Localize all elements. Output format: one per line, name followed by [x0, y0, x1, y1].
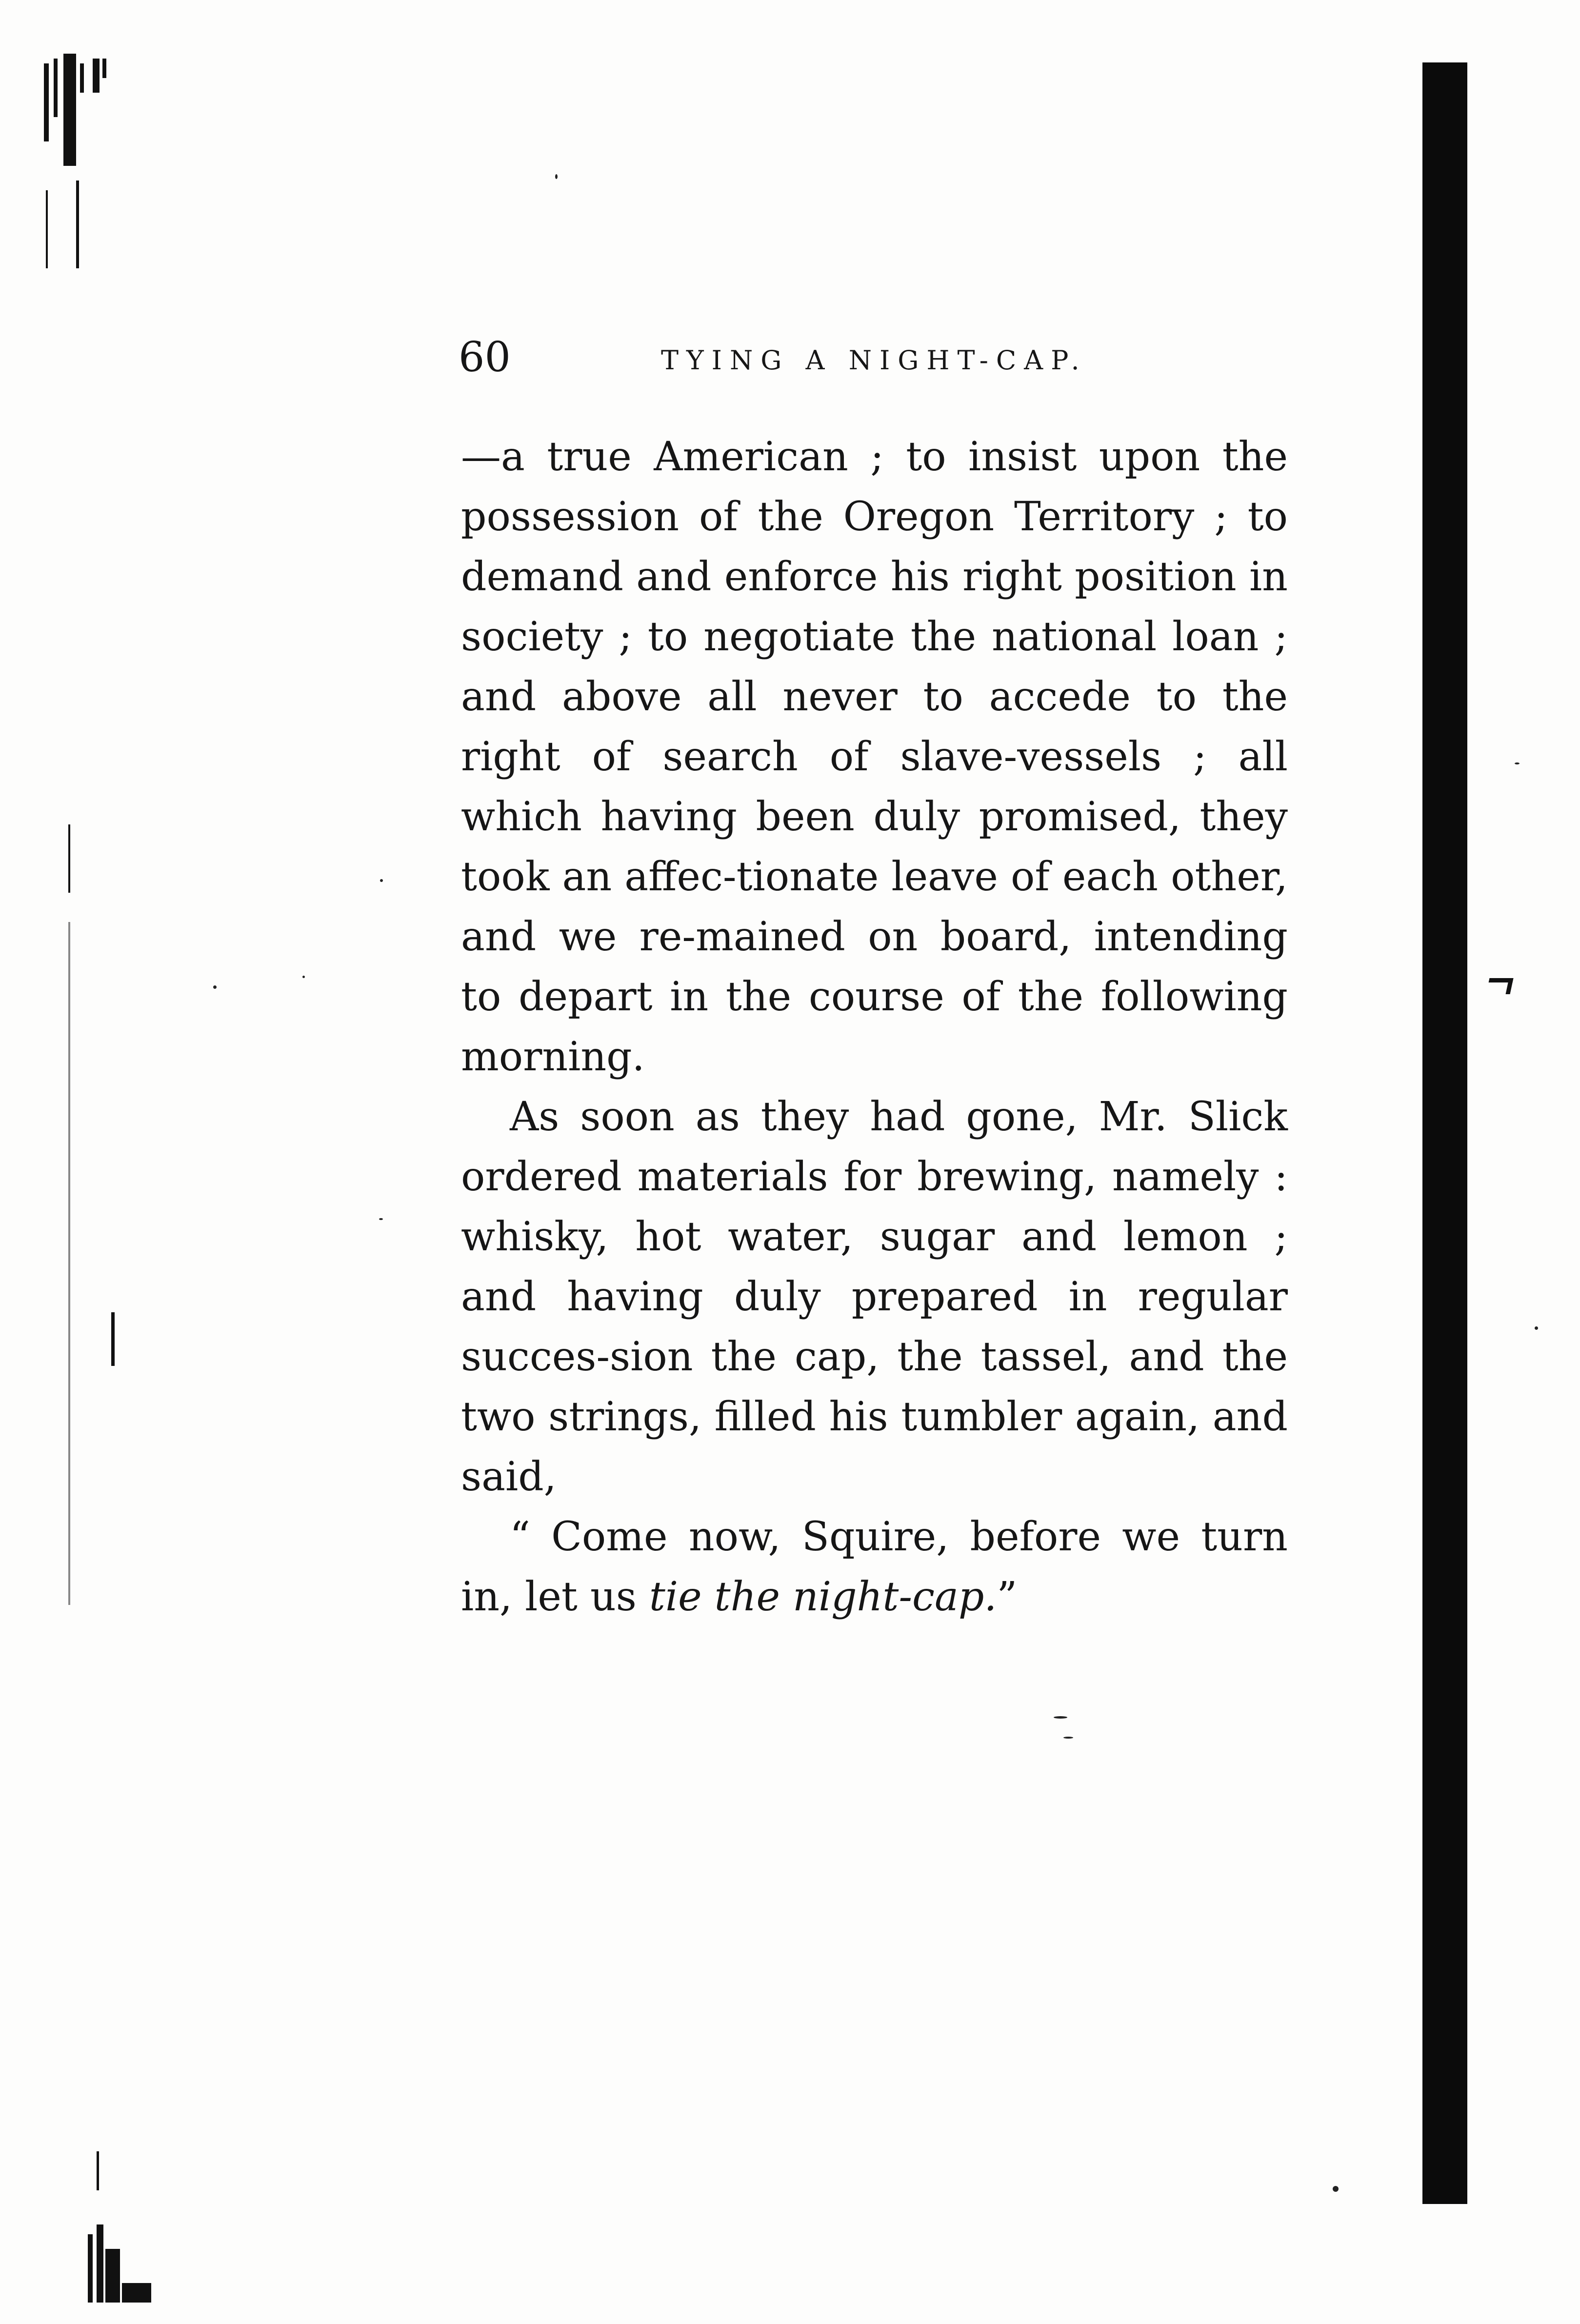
paragraph-1: —a true American ; to insist upon the possession of the Oregon Territory ; to demand and enforce his right position in society ; to negotiate the national loan ; and above all never to accede to the right of search of slave-vessels ; all which having been duly promised, they took an affec-tionate leave of each other, and we re-mained on board, intending to depart in the course of the following morning.	[461, 434, 1288, 1080]
paragraph-2: As soon as they had gone, Mr. Slick ordered materials for brewing, namely : whisky, hot water, sugar and lemon ; and having duly prepared in regular succes-sion the cap, the tassel, and the two strings, filled his tumbler again, and said,	[461, 1094, 1288, 1500]
running-head: TYING A NIGHT-CAP.	[661, 345, 1087, 376]
body-text	[461, 427, 1288, 1627]
paragraph-3-close-quote: ”	[997, 1574, 1018, 1620]
paragraph-3-lead: “ Come now, Squire, before we turn in, let us	[461, 1514, 1288, 1620]
page-header	[459, 333, 1302, 395]
binding-shadow-bar	[1422, 62, 1467, 2204]
margin-mark	[1486, 978, 1513, 994]
left-margin-artifacts	[29, 44, 176, 2307]
paragraph-3	[461, 1507, 1288, 1627]
page-number: 60	[459, 333, 511, 381]
paragraph-3-italic: tie the night-cap.	[649, 1574, 997, 1620]
